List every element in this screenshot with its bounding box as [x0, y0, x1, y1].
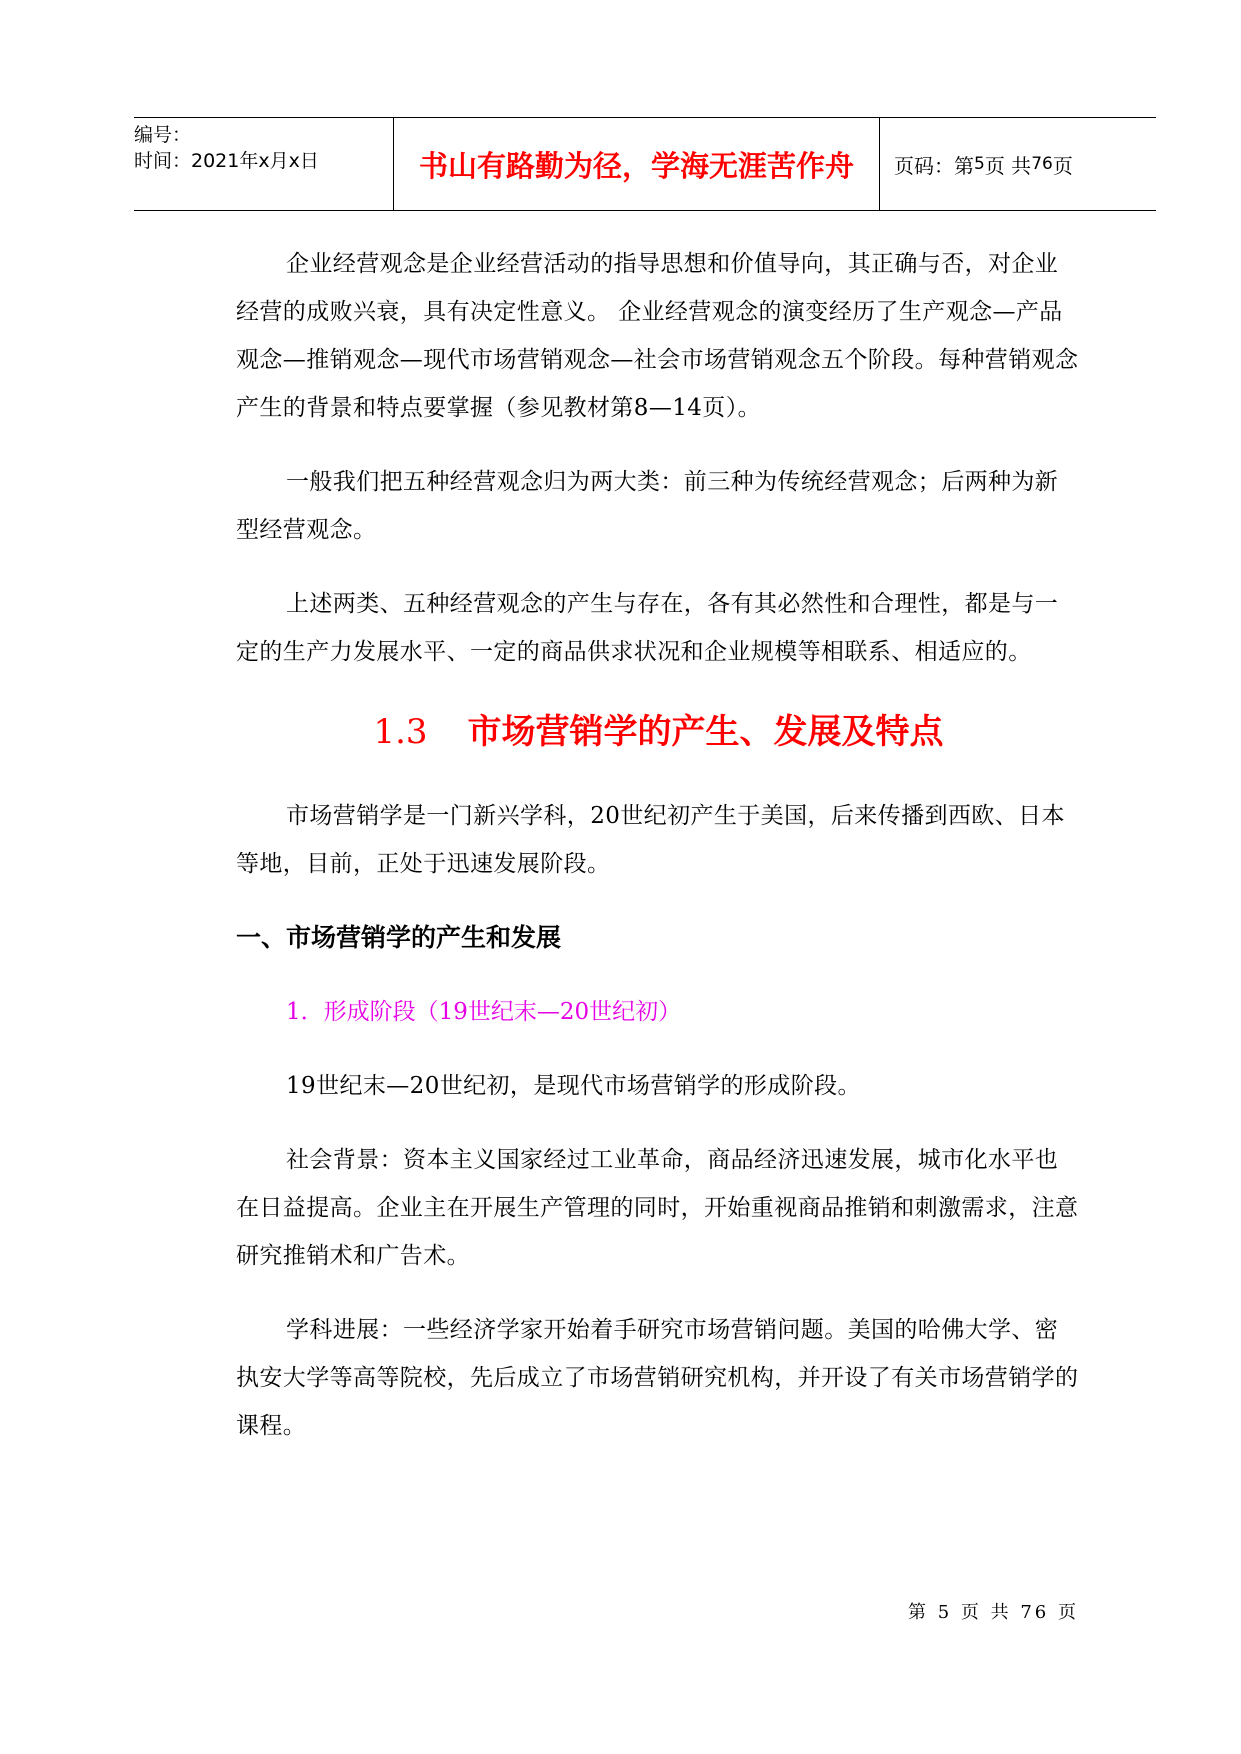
paragraph-rationality: 上述两类、五种经营观念的产生与存在，各有其必然性和合理性，都是与一定的生产力发展水平、一定的商品供求状况和企业规模等相联系、相适应的。 [236, 591, 1059, 665]
page-mid: 页 共 [984, 153, 1032, 178]
section-number: 1.3 [373, 712, 428, 752]
stage-heading: 1．形成阶段（19世纪末—20世纪初） [286, 999, 682, 1025]
page-prefix: 页码：第 [894, 153, 974, 178]
header-meta [134, 118, 394, 210]
paragraph-formation-stage: 19世纪末—20世纪初，是现代市场营销学的形成阶段。 [286, 1073, 861, 1099]
paragraph-academic-progress: 学科进展：一些经济学家开始着手研究市场营销问题。美国的哈佛大学、密执安大学等高等院校，先后成立了市场营销研究机构，并开设了有关市场营销学的课程。 [236, 1317, 1079, 1439]
section-heading [236, 702, 1081, 762]
paragraph-marketing-intro: 市场营销学是一门新兴学科，20世纪初产生于美国，后来传播到西欧、日本等地，目前，正处于迅速发展阶段。 [236, 803, 1065, 877]
paragraph-business-concept: 企业经营观念是企业经营活动的指导思想和价值导向，其正确与否，对企业经营的成败兴衰，具有决定性意义。 企业经营观念的演变经历了生产观念—产品观念—推销观念—现代市场营销观念—社会市场营销观念五个阶段。每种营销观念产生的背景和特点要掌握（参见教材第8—14页）。 [236, 251, 1079, 421]
page-header [134, 117, 1156, 211]
paragraph-social-background: 社会背景：资本主义国家经过工业革命，商品经济迅速发展，城市化水平也在日益提高。企业主在开展生产管理的同时，开始重视商品推销和刺激需求，注意研究推销术和广告术。 [236, 1147, 1079, 1269]
section-title: 市场营销学的产生、发展及特点 [467, 712, 944, 752]
number-label: 编号： [134, 124, 192, 146]
paragraph-two-categories: 一般我们把五种经营观念归为两大类：前三种为传统经营观念；后两种为新型经营观念。 [236, 469, 1059, 543]
subsection-heading: 一、市场营销学的产生和发展 [236, 923, 562, 952]
time-label: 时间：2021年x月x日 [134, 150, 319, 172]
page-total: 76 [1031, 154, 1053, 174]
page-footer: 第 5 页 共 76 页 [908, 1602, 1079, 1623]
page-suffix: 页 [1052, 153, 1073, 178]
page-number: 5 [974, 154, 985, 174]
header-page-info [880, 118, 1156, 210]
document-body [236, 240, 1081, 1476]
header-motto: 书山有路勤为径，学海无涯苦作舟 [394, 118, 880, 210]
